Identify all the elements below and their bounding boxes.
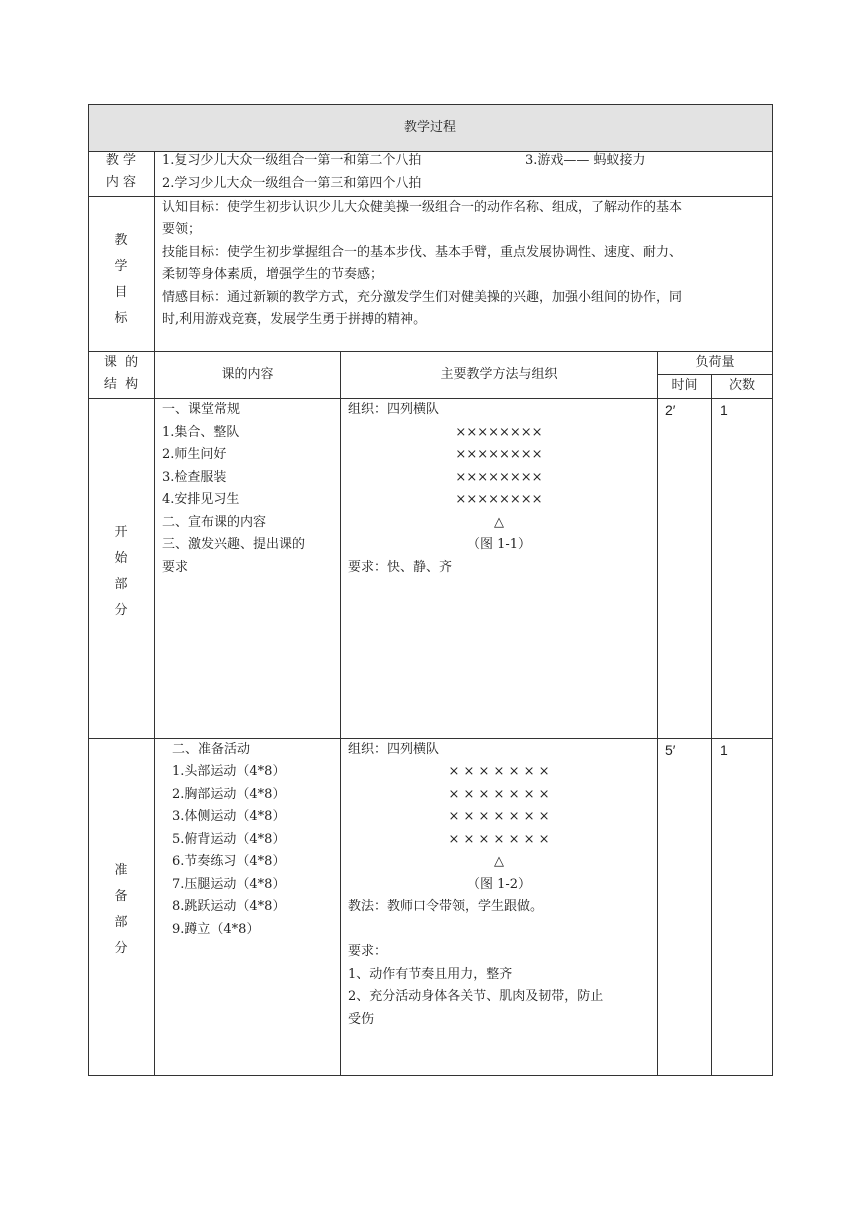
formation-row: ×××××××× — [455, 470, 543, 485]
organization-label: 组织：四列横队 — [348, 742, 440, 757]
requirement-item: 受伤 — [348, 1012, 375, 1027]
content-item: 3.检查服装 — [162, 470, 227, 485]
requirement-item: 2、充分活动身体各关节、肌肉及韧带，防止 — [348, 989, 604, 1004]
content-item: 2.师生问好 — [162, 447, 227, 462]
content-item: 二、宣布课的内容 — [162, 515, 267, 530]
header-count: 次数 — [728, 378, 755, 393]
header-load: 负荷量 — [695, 355, 735, 370]
requirement: 要求：快、静、齐 — [348, 560, 453, 575]
header-structure: 课 的 结 构 — [103, 355, 139, 392]
header-time: 时间 — [671, 378, 698, 393]
objective-line: 要领； — [162, 222, 202, 237]
section1-label: 开 始 部 分 — [114, 525, 128, 618]
requirement-item: 1、动作有节奏且用力，整齐 — [348, 967, 513, 982]
content-row-label: 教 学 内 容 — [105, 153, 137, 190]
teaching-method: 教法：教师口令带领，学生跟做。 — [348, 899, 544, 914]
objective-line: 情感目标：通过新颖的教学方式，充分激发学生们对健美操的兴趣，加强小组间的协作，同 — [162, 290, 683, 305]
figure-caption: （图 1-2） — [466, 877, 532, 892]
content-item: 7.压腿运动（4*8） — [172, 877, 286, 892]
objective-line: 柔韧等身体素质，增强学生的节奏感； — [162, 267, 384, 282]
objective-line: 时,利用游戏竞赛，发展学生勇于拼搏的精神。 — [162, 312, 427, 327]
requirement-title: 要求： — [348, 944, 388, 959]
figure-caption: （图 1-1） — [466, 537, 532, 552]
formation-row: × × × × × × × — [448, 764, 550, 779]
content-item: 三、激发兴趣、提出课的 — [162, 537, 306, 552]
content-item: 要求 — [162, 560, 189, 575]
content-line-1: 1.复习少儿大众一级组合一第一和第二个八拍 — [162, 153, 422, 168]
section1-count: 1 — [720, 402, 728, 418]
formation-row: ×××××××× — [455, 492, 543, 507]
content-item: 8.跳跃运动（4*8） — [172, 899, 286, 914]
content-item: 1.集合、整队 — [162, 425, 240, 440]
section2-count: 1 — [720, 742, 728, 758]
organization-label: 组织：四列横队 — [348, 402, 440, 417]
header-method: 主要教学方法与组织 — [440, 367, 558, 382]
formation-row: ×××××××× — [455, 447, 543, 462]
content-item: 3.体侧运动（4*8） — [172, 809, 286, 824]
teacher-triangle: △ — [494, 515, 504, 530]
content-item: 9.蹲立（4*8） — [172, 922, 260, 937]
objectives-label: 教 学 目 标 — [114, 233, 128, 326]
section2-time: 5′ — [665, 742, 676, 758]
content-item: 二、准备活动 — [172, 742, 251, 757]
content-item: 4.安排见习生 — [162, 492, 240, 507]
formation-row: ×××××××× — [455, 425, 543, 440]
header-content: 课的内容 — [221, 367, 274, 382]
objective-line: 认知目标：使学生初步认识少儿大众健美操一级组合一的动作名称、组成，了解动作的基本 — [162, 200, 683, 215]
content-item: 5.俯背运动（4*8） — [172, 832, 286, 847]
objective-line: 技能目标：使学生初步掌握组合一的基本步伐、基本手臂，重点发展协调性、速度、耐力、 — [162, 245, 683, 260]
section1-time: 2′ — [665, 402, 676, 418]
formation-row: × × × × × × × — [448, 787, 550, 802]
content-item: 2.胸部运动（4*8） — [172, 787, 286, 802]
content-item: 一、课堂常规 — [162, 402, 241, 417]
content-item: 6.节奏练习（4*8） — [172, 854, 286, 869]
content-line-2: 2.学习少儿大众一级组合一第三和第四个八拍 — [162, 176, 422, 191]
section2-label: 准 备 部 分 — [114, 863, 128, 956]
formation-row: × × × × × × × — [448, 832, 550, 847]
teacher-triangle: △ — [494, 854, 504, 869]
page-title: 教学过程 — [403, 120, 456, 135]
content-item: 1.头部运动（4*8） — [172, 764, 286, 779]
formation-row: × × × × × × × — [448, 809, 550, 824]
content-line-1-right: 3.游戏—— 蚂蚁接力 — [525, 153, 646, 168]
